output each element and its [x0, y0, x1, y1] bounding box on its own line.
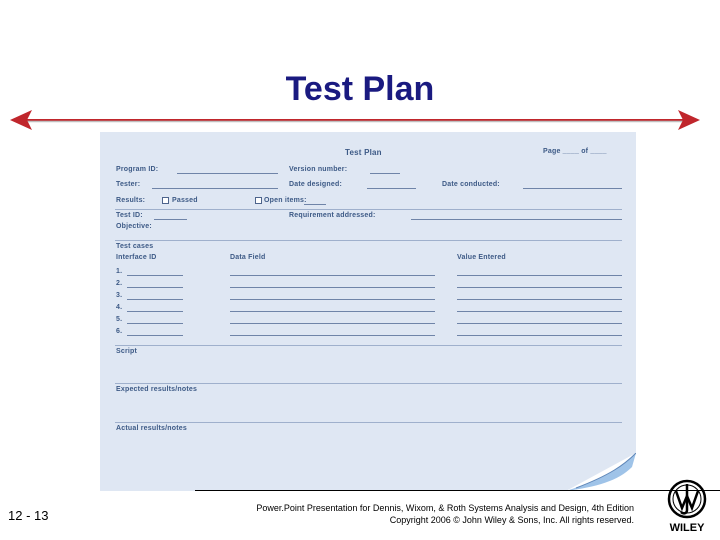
results-label: Results:: [116, 197, 146, 204]
case-number: 6.: [116, 328, 123, 335]
footer-copyright: [164, 502, 634, 526]
value-entered-line: [457, 287, 622, 288]
interface-id-line: [127, 287, 183, 288]
data-field-line: [230, 335, 435, 336]
interface-id-line: [127, 299, 183, 300]
page-of-label: Page ____ of ____: [543, 148, 607, 155]
footer-line-2: Copyright 2006 © John Wiley & Sons, Inc. All rights reserved.: [389, 515, 634, 525]
objective-label: Objective:: [116, 223, 152, 230]
form-title: Test Plan: [345, 148, 382, 157]
value-entered-header: Value Entered: [457, 254, 506, 261]
passed-label: Passed: [172, 197, 198, 204]
version-number-line: [370, 173, 400, 174]
data-field-line: [230, 287, 435, 288]
interface-id-line: [127, 311, 183, 312]
interface-id-line: [127, 275, 183, 276]
date-designed-line: [367, 188, 416, 189]
date-conducted-line: [523, 188, 622, 189]
value-entered-line: [457, 311, 622, 312]
section-divider: [115, 209, 622, 210]
page-curl: [566, 453, 636, 491]
slide-number: 12 - 13: [8, 508, 49, 523]
tester-label: Tester:: [116, 181, 141, 188]
open-items-label: Open items:: [264, 197, 307, 204]
expected-results-label: Expected results/notes: [116, 386, 198, 393]
date-designed-label: Date designed:: [289, 181, 342, 188]
script-label: Script: [116, 348, 138, 355]
value-entered-line: [457, 275, 622, 276]
passed-checkbox: [162, 197, 169, 204]
test-plan-form: [100, 132, 636, 491]
logo-text: WILEY: [669, 522, 705, 534]
case-number: 4.: [116, 304, 123, 311]
wiley-logo: [664, 478, 710, 534]
program-id-label: Program ID:: [116, 166, 159, 173]
data-field-line: [230, 299, 435, 300]
open-items-line: [304, 204, 326, 205]
value-entered-line: [457, 335, 622, 336]
slide-title: Test Plan: [285, 70, 435, 108]
value-entered-line: [457, 299, 622, 300]
version-number-label: Version number:: [289, 166, 348, 173]
requirement-addressed-label: Requirement addressed:: [289, 212, 376, 219]
requirement-addressed-line: [411, 219, 622, 220]
open-items-checkbox: [255, 197, 262, 204]
section-divider: [115, 345, 622, 346]
case-number: 3.: [116, 292, 123, 299]
interface-id-line: [127, 335, 183, 336]
data-field-header: Data Field: [230, 254, 266, 261]
test-id-line: [154, 219, 187, 220]
section-divider: [115, 422, 622, 423]
interface-id-line: [127, 323, 183, 324]
data-field-line: [230, 323, 435, 324]
case-number: 1.: [116, 268, 123, 275]
footer-line-1: Power.Point Presentation for Dennis, Wixom, & Roth Systems Analysis and Design, 4th Edition: [256, 503, 634, 513]
test-id-label: Test ID:: [116, 212, 143, 219]
program-id-line: [177, 173, 278, 174]
case-number: 2.: [116, 280, 123, 287]
tester-line: [152, 188, 278, 189]
section-divider: [115, 383, 622, 384]
value-entered-line: [457, 323, 622, 324]
actual-results-label: Actual results/notes: [116, 425, 187, 432]
data-field-line: [230, 275, 435, 276]
data-field-line: [230, 311, 435, 312]
section-divider: [115, 240, 622, 241]
interface-id-header: Interface ID: [116, 254, 157, 261]
date-conducted-label: Date conducted:: [442, 181, 500, 188]
case-number: 5.: [116, 316, 123, 323]
footer-rule: [195, 490, 720, 491]
double-headed-arrow: [10, 108, 700, 134]
test-cases-label: Test cases: [116, 243, 154, 250]
